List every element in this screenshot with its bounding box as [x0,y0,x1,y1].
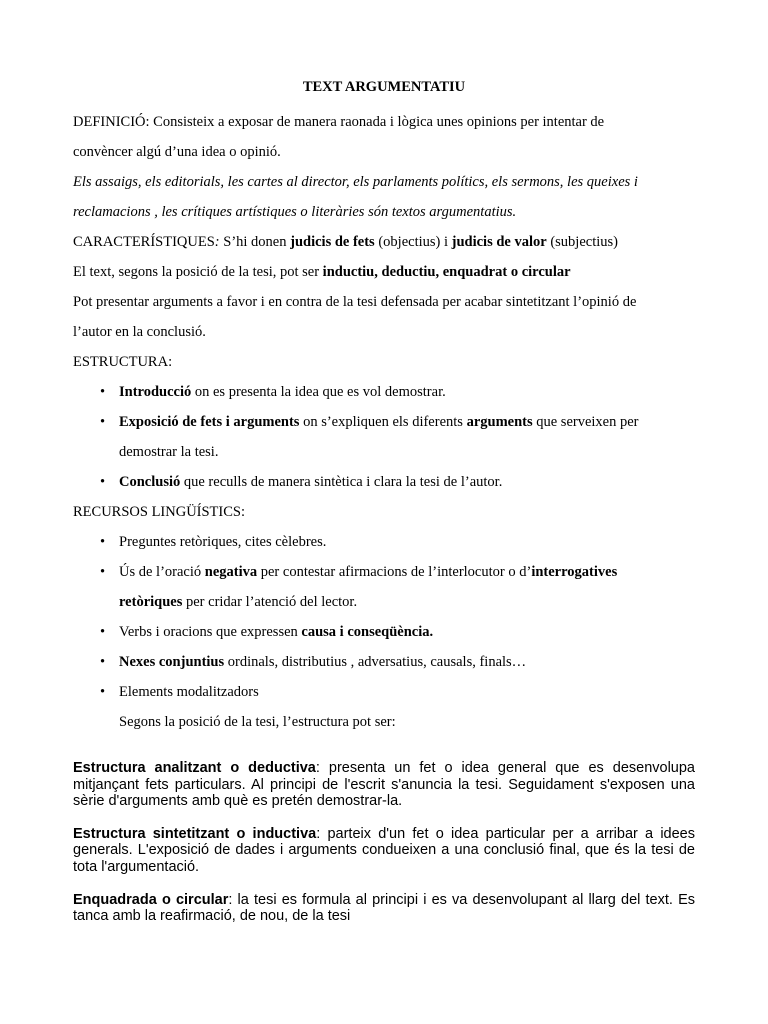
definition-line-1: DEFINICIÓ: Consisteix a exposar de manera raonada i lògica unes opinions per intentar de [73,114,605,130]
page-title: TEXT ARGUMENTATIU [302,79,466,95]
examples-line-1: Els assaigs, els editorials, les cartes al director, els parlaments polítics, els sermons, les queixes i [73,174,638,190]
list-item: • Conclusió que reculls de manera sintètica i clara la tesi de l’autor. [73,467,695,497]
type-circular: Enquadrada o circular: la tesi es formula al principi i es va desenvolupant al llarg del text. Es tanca amb la reafirmació, de nou, de la tesi [73,891,695,925]
list-item: • Elements modalitzadors [73,677,695,707]
resources-heading: RECURSOS LINGÜÍSTICS: [73,504,246,520]
bullet-icon: • [100,654,106,670]
definition-line-2: convèncer algú d’una idea o opinió. [73,144,281,160]
examples-line-2: reclamacions , les crítiques artístiques o literàries són textos argumentatius. [73,204,517,220]
list-item: • Introducció on es presenta la idea que es vol demostrar. [73,377,695,407]
definition-label: DEFINICIÓ [73,114,146,130]
structure-note: Segons la posició de la tesi, l’estructura pot ser: [119,714,396,730]
structure-list [73,377,695,497]
characteristics-label: CARACTERÍSTIQUES [73,234,215,250]
bullet-icon: • [100,474,106,490]
bullet-icon: • [100,684,106,700]
list-item: • Preguntes retòriques, cites cèlebres. [73,527,695,557]
bullet-icon: • [100,384,106,400]
definition-section [73,107,695,737]
characteristics-line: CARACTERÍSTIQUES: S’hi donen judicis de fets (objectius) i judicis de valor (subjectius) [73,234,618,250]
structure-types [73,760,695,925]
arguments-line-2: l’autor en la conclusió. [73,324,206,340]
list-item: • Ús de l’oració negativa per contestar afirmacions de l’interlocutor o d’interrogatives retòriques per cridar l’atenció del lector. [73,557,695,617]
list-item: • Nexes conjuntius ordinals, distributius , adversatius, causals, finals… [73,647,695,677]
resources-list [73,527,695,707]
type-inductive: Estructura sintetitzant o inductiva: parteix d'un fet o idea particular per a arribar a idees generals. L'exposició de dades i arguments condueixen a una conclusió final, que és la tesi de tota l'argumentació. [73,825,695,875]
thesis-position-line: El text, segons la posició de la tesi, pot ser inductiu, deductiu, enquadrat o circular [73,264,571,280]
arguments-line-1: Pot presentar arguments a favor i en contra de la tesi defensada per acabar sintetitzant l’opinió de [73,294,637,310]
list-item: • Exposició de fets i arguments on s’expliquen els diferents arguments que serveixen per demostrar la tesi. [73,407,695,467]
bullet-icon: • [100,414,106,430]
type-deductive: Estructura analitzant o deductiva: presenta un fet o idea general que es desenvolupa mitjançant fets particulars. Al principi de l'escrit s'anuncia la tesi. Seguidament s'exposen una sèrie d'arguments amb què es pretén demostrar-la. [73,760,695,810]
bullet-icon: • [100,624,106,640]
bullet-icon: • [100,564,106,580]
list-item: • Verbs i oracions que expressen causa i conseqüència. [73,617,695,647]
structure-heading: ESTRUCTURA: [73,354,173,370]
bullet-icon: • [100,534,106,550]
